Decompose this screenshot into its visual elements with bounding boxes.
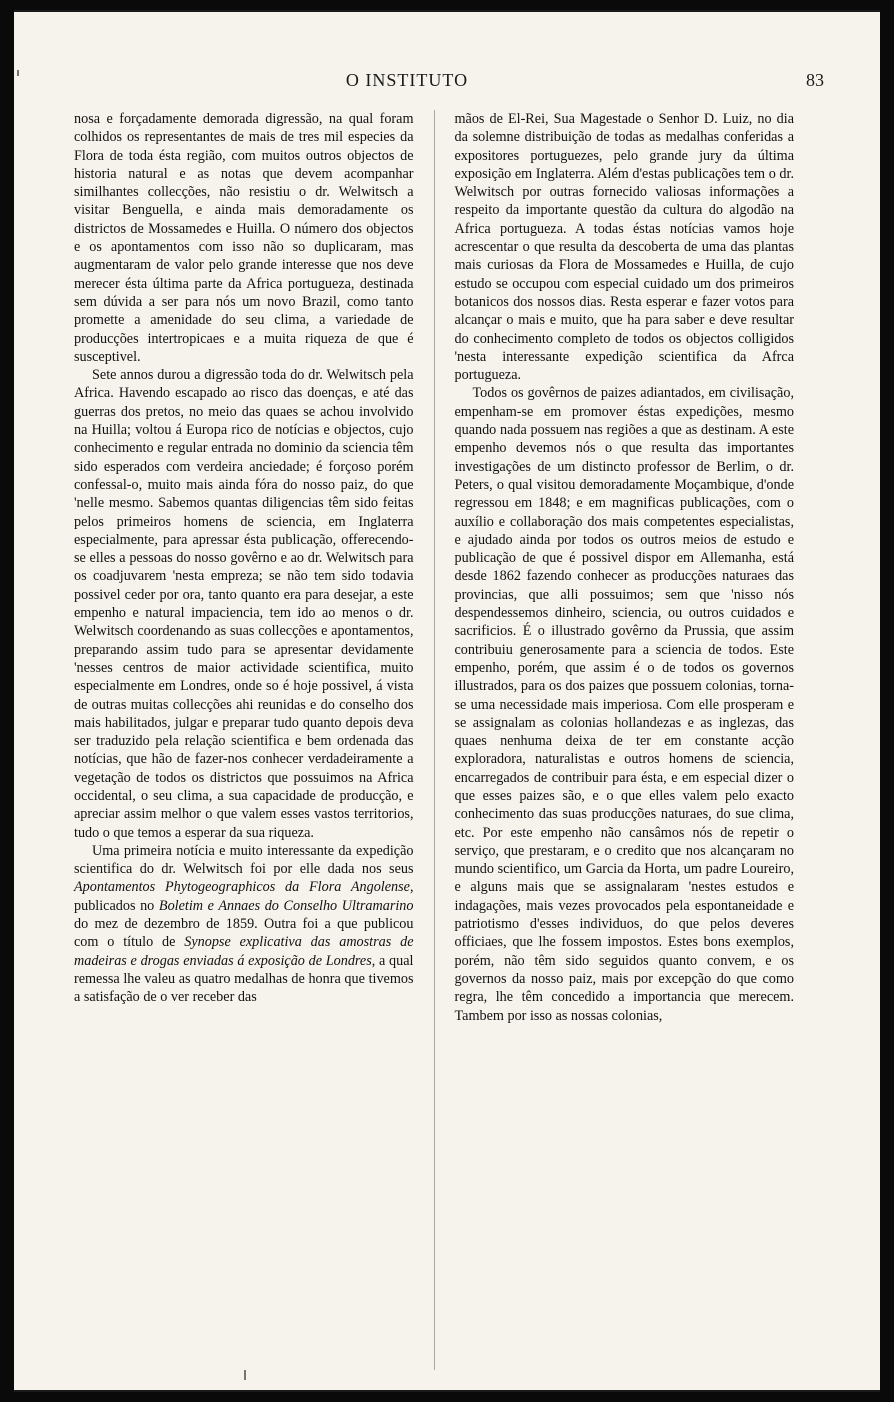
top-border <box>14 10 880 12</box>
paragraph <box>74 110 414 366</box>
scan-speck <box>17 70 19 76</box>
italic-title-text: Boletim e Annaes do Conselho Ultramarino <box>158 897 414 914</box>
page-number: 83 <box>806 70 824 90</box>
running-header <box>74 70 824 98</box>
page <box>14 10 880 1392</box>
left-column <box>74 110 414 1370</box>
right-column <box>455 110 795 1370</box>
bottom-border <box>14 1390 880 1392</box>
body-text: Todos os govêrnos de paizes adiantados, em civilisação, empenham-se em promover éstas expedições, mesmo quando nada possuem nas regiões a que as destinam. A este empenho devemos nós o que resulta das importantes investigações de um distincto professor de Berlim, o dr. Peters, o qual visitou demoradamente Moçambique, d'onde regressou em 1848; e em magnificas publicações, com o auxílio e collaboração dos mais competentes especialistas, e ajudado ainda por todos os outros meios de estudo e publicação de que é possivel dispor em Allemanha, está desde 1862 fazendo conhecer as producções naturaes das provincias, que alli possuimos; sem que 'nisso nós despendessemos dinheiro, sciencia, ou outros cuidados e sacrificios. É o illustrado govêrno da Prussia, que assim contribuiu generosamente para a sciencia de todos. Este empenho, porém, que assim é o de todos os governos illustrados, para os dos paizes que possuem colonias, torna-se uma necessidade mais imperiosa. Com elle prosperam e se assignalam as colonias hollandezas e as inglezas, das quaes nenhuma deixa de ter em constante acção exploradora, naturalistas e outros homens de sciencia, encarregados de contribuir para ésta, e em especial dizer o que esses paizes são, e o que elles valem pelo exacto conhecimento das suas producções naturaes, do sue clima, etc. Por este empenho não cansâmos nós de repetir o serviço, que prestaram, e o credito que nos alcançaram no mundo scientifico, um Garcia da Horta, um padre Loureiro, e alguns mais que se assignalaram 'nestes estudos e indagações, mais vezes provocados pela espontaneidade e patriotismo d'esses individuos, do que pelos deveres officiaes, que lhe fossem impostos. Estes bons exemplos, porém, não têm sido seguidos quanto convem, e os governos da nosso paiz, mais por excepção do que como regra, lhe têm concedido a importancia que merecem. Tambem por isso as nossas colonias, <box>454 385 794 1024</box>
column-divider <box>434 110 435 1370</box>
body-text: mãos de El-Rei, Sua Magestade o Senhor D. Luiz, no dia da solemne distribuição de todas as medalhas conferidas a expositores portuguezes, pelo grande jury da última exposição em Inglaterra. Além d'estas publicações tem o dr. Welwitsch por outras fornecido valiosas informações a respeito da importante questão da cultura do algodão na Africa portugueza. A todas éstas notícias vamos hoje acrescentar o que resulta da descoberta de uma das plantas mais curiosas da Flora de Mossamedes e Huilla, de cujo estudo se occupou com especial cuidado um dos primeiros botanicos dos nossos dias. Resta esperar e fazer votos para alcançar o mais e muito, que ha para saber e deve resultar do conhecimento completo de todos os objectos colligidos 'nesta interessante expedição scientifica da Afrca portugueza. <box>454 111 794 384</box>
body-text: , a qual remessa lhe valeu as quatro medalhas de honra que tivemos a satisfação de o ver receber das <box>74 952 414 1006</box>
body-text: nosa e forçadamente demorada digressão, na qual foram colhidos os representantes de mais de tres mil especies da Flora de toda ésta região, com muitos outros objectos de historia natural e as notas que devem acompanhar similhantes collecções, não resistiu o dr. Welwitsch a visitar Benguella, e ainda mais demoradamente os districtos de Mossamedes e Huilla. O número dos objectos e os apontamentos com isso não so duplicaram, mas augmentaram de valor pelo grande interesse que nos deve merecer ésta última parte da Africa portugueza, destinada sem dúvida a ser para nós um novo Brazil, como tanto promette a amenidade do seu clima, a variedade de producções intertropicaes e a muita riqueza de que é susceptivel. <box>74 111 414 365</box>
italic-title-text: Synopse explicativa das amostras de madeiras e drogas enviadas á exposição de Londres <box>74 934 414 969</box>
paragraph <box>74 366 414 842</box>
body-text: Uma primeira notícia e muito interessante da expedição scientifica do dr. Welwitsch foi por elle dada nos seus <box>74 842 414 878</box>
body-text: , publicados no <box>74 879 414 914</box>
paragraph <box>455 384 795 1024</box>
body-text: do mez de dezembro de 1859. Outra foi a que publicou com o título de <box>74 916 414 951</box>
journal-title: O INSTITUTO <box>345 70 469 90</box>
text-columns <box>74 110 794 1370</box>
paragraph <box>74 842 414 1007</box>
paragraph <box>455 110 795 384</box>
body-text: Sete annos durou a digressão toda do dr. Welwitsch pela Africa. Havendo escapado ao risco das doenças, e até das guerras dos pretos, no meio das quaes se achou involvido na Huilla; voltou á Europa rico de notícias e objectos, cujo conhecimento e regular entrada no dominio da sciencia têm sido esperados com verdeira anciedade; é forçoso porém confessal-o, muito mais ainda fóra do nosso paiz, do que 'nelle mesmo. Sabemos quantas diligencias têm sido feitas pelos primeiros homens de sciencia, em Inglaterra especialmente, para apressar ésta publicação, offerecendo-se elles a pessoas do nosso govêrno e ao dr. Welwitsch para os coadjuvarem 'nesta empreza; se não tem sido todavia possivel ceder por ora, tanto quanto era para desejar, a este empenho e natural impaciencia, tem ido ao menos o dr. Welwitsch coordenando as suas collecções e apontamentos, preparando assim tudo para se apresentar devidamente 'nesses centros de maior actividade scientifica, muito especialmente em Londres, onde so é hoje possivel, á vista de outras muitas collecções ahi reunidas e do conselho dos mais habilitados, julgar e preparar tudo quanto depois deva ser traduzido pela relação scientifica e bem ordenada das notícias, que hão de fazer-nos conhecer verdadeiramente a vegetação de todos os districtos que possuimos na Africa occidental, o seu clima, a sua capacidade de producção, e apreciar assim melhor o que valem esses vastos territorios, tudo o que temos a esperar da sua riqueza. <box>74 367 414 841</box>
scan-speck <box>244 1370 246 1380</box>
italic-title-text: Apontamentos Phytogeographicos da Flora Angolense <box>74 879 410 896</box>
